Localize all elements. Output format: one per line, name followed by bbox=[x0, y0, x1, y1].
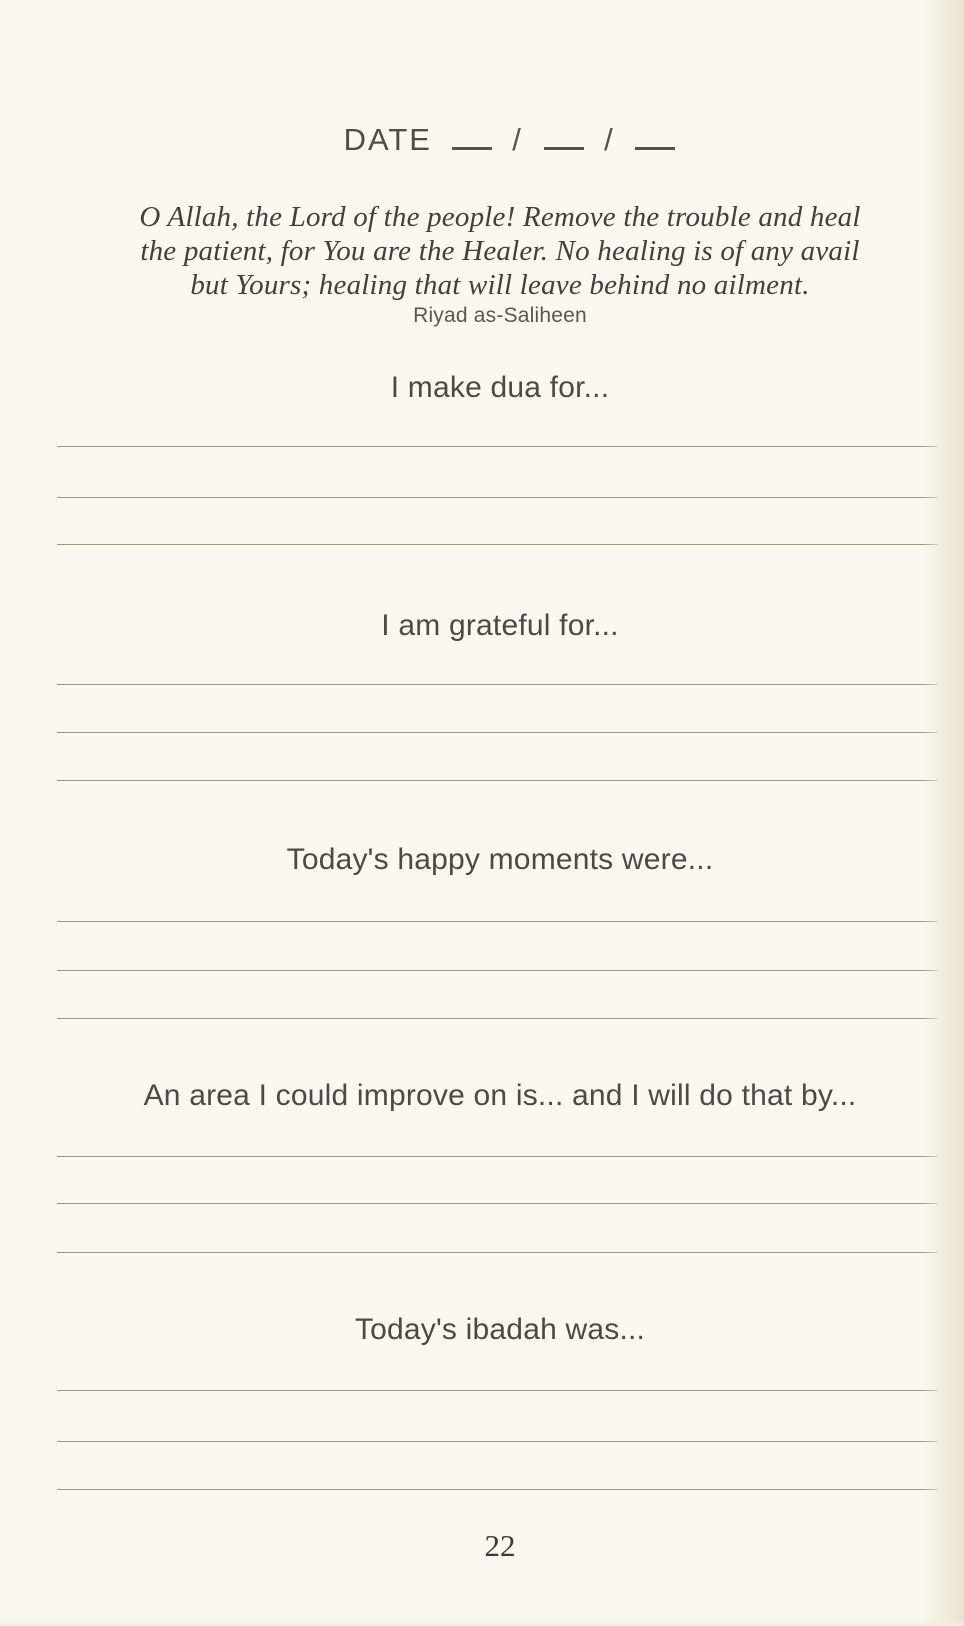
quote-source: Riyad as-Saliheen bbox=[413, 304, 587, 327]
writing-line[interactable] bbox=[57, 497, 938, 498]
writing-line[interactable] bbox=[57, 544, 938, 545]
date-slash: / bbox=[512, 122, 523, 157]
writing-line[interactable] bbox=[57, 1441, 938, 1442]
writing-line[interactable] bbox=[57, 684, 938, 685]
date-row bbox=[50, 122, 964, 158]
writing-line[interactable] bbox=[57, 1390, 938, 1391]
quote-block bbox=[36, 200, 964, 302]
date-label: DATE bbox=[343, 122, 432, 157]
section-prompt-dua: I make dua for... bbox=[390, 371, 610, 404]
writing-line[interactable] bbox=[57, 970, 938, 971]
writing-line[interactable] bbox=[57, 446, 938, 447]
date-month-blank[interactable] bbox=[544, 123, 584, 150]
writing-line[interactable] bbox=[57, 921, 938, 922]
writing-line[interactable] bbox=[57, 732, 938, 733]
writing-line[interactable] bbox=[57, 780, 938, 781]
section-prompt-ibadah: Today's ibadah was... bbox=[354, 1313, 646, 1346]
date-slash: / bbox=[604, 122, 615, 157]
quote-line: the patient, for You are the Healer. No healing is of any avail bbox=[140, 235, 860, 267]
writing-line[interactable] bbox=[57, 1203, 938, 1204]
date-day-blank[interactable] bbox=[452, 123, 492, 150]
quote-line: but Yours; healing that will leave behind no ailment. bbox=[190, 269, 810, 301]
section-prompt-happy-moments: Today's happy moments were... bbox=[286, 843, 714, 876]
section-prompt-improve: An area I could improve on is... and I will do that by... bbox=[143, 1079, 857, 1112]
page-number: 22 bbox=[484, 1528, 516, 1563]
writing-line[interactable] bbox=[57, 1156, 938, 1157]
quote-line: O Allah, the Lord of the people! Remove the trouble and heal bbox=[139, 201, 861, 233]
page-bottom-shadow bbox=[0, 1618, 964, 1626]
writing-line[interactable] bbox=[57, 1252, 938, 1253]
writing-line[interactable] bbox=[57, 1489, 938, 1490]
section-prompt-grateful: I am grateful for... bbox=[381, 609, 619, 642]
writing-line[interactable] bbox=[57, 1018, 938, 1019]
date-year-blank[interactable] bbox=[635, 123, 675, 150]
